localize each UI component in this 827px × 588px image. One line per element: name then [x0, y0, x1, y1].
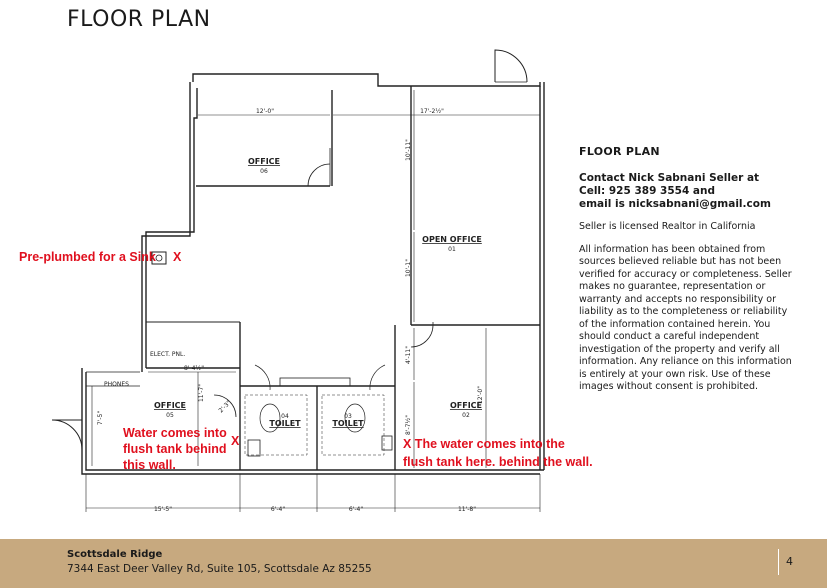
dim-label: 10'-1" — [405, 258, 412, 278]
sink-x-marker: X — [173, 250, 182, 264]
dim-label: 8'-7½" — [405, 414, 412, 436]
dim-label: 6'-4" — [270, 506, 286, 513]
property-name: Scottsdale Ridge — [67, 549, 163, 560]
dim-label: 17'-2½" — [420, 108, 444, 115]
dim-label: 15'-5" — [153, 506, 173, 513]
dim-label: 10'-11" — [405, 139, 412, 161]
license-note: Seller is licensed Realtor in California — [579, 221, 756, 232]
room-label-open-office: OPEN OFFICE — [422, 235, 482, 244]
room-number-02: 02 — [462, 412, 470, 419]
sink-annotation: Pre-plumbed for a Sink — [19, 250, 156, 264]
info-panel — [579, 145, 799, 404]
dim-label: 11'-8" — [457, 506, 477, 513]
water-note-1-line1: Water comes into — [123, 426, 227, 440]
dim-label: 7'-5" — [97, 410, 104, 426]
dim-label: 6'-4" — [348, 506, 364, 513]
info-heading: FLOOR PLAN — [579, 145, 660, 158]
contact-block — [579, 172, 799, 211]
dim-label: 8'-4½" — [183, 365, 205, 372]
room-label-toilet-03: TOILET — [332, 419, 364, 428]
room-number-03: 03 — [344, 413, 352, 420]
footer-divider — [778, 549, 779, 575]
water-note-1-line2: flush tank behind — [123, 442, 227, 456]
page-title: FLOOR PLAN — [67, 7, 211, 32]
water-note-2-line1: X The water comes into the — [403, 437, 565, 451]
water-note-2-line2: flush tank here. behind the wall. — [403, 455, 593, 469]
dim-label: 4'-11" — [405, 345, 412, 365]
dim-label: 11'-7" — [198, 383, 205, 403]
water-x-marker: X — [231, 434, 240, 448]
dim-label: 2'-3" — [217, 399, 233, 415]
contact-phone: Cell: 925 389 3554 and — [579, 185, 715, 197]
room-number-06: 06 — [260, 168, 268, 175]
room-number-05: 05 — [166, 412, 174, 419]
disclaimer-text: All information has been obtained from sources believed reliable but has not been verified for accuracy or completeness. Seller makes no guarantee, representation or warranty and accepts no responsibility or liability as to the completeness or reliability of the information contained herein. You should conduct a careful independent investigation of the property and verify all information. Any reliance on this information is entirely at your own risk. Use of these images without consent is prohibited. — [579, 243, 792, 392]
phones-label: PHONES — [104, 381, 129, 388]
page-number: 4 — [786, 555, 793, 568]
room-number-04: 04 — [281, 413, 289, 420]
dim-label: 12'-0" — [477, 385, 484, 405]
room-label-office-06: OFFICE — [247, 157, 281, 166]
contact-line: Contact Nick Sabnani Seller at — [579, 172, 760, 184]
property-address: 7344 East Deer Valley Rd, Suite 105, Scottsdale Az 85255 — [67, 563, 372, 575]
contact-email: email is nicksabnani@gmail.com — [579, 198, 771, 210]
dim-label: 12'-0" — [255, 108, 275, 115]
room-label-office-02: OFFICE — [449, 401, 483, 410]
elect-panel-label: ELECT. PNL. — [150, 351, 186, 358]
footer-bar — [0, 539, 827, 588]
room-label-toilet-04: TOILET — [269, 419, 301, 428]
room-number-01: 01 — [448, 246, 456, 253]
water-note-1-line3: this wall. — [123, 458, 176, 472]
room-label-office-05: OFFICE — [153, 401, 187, 410]
